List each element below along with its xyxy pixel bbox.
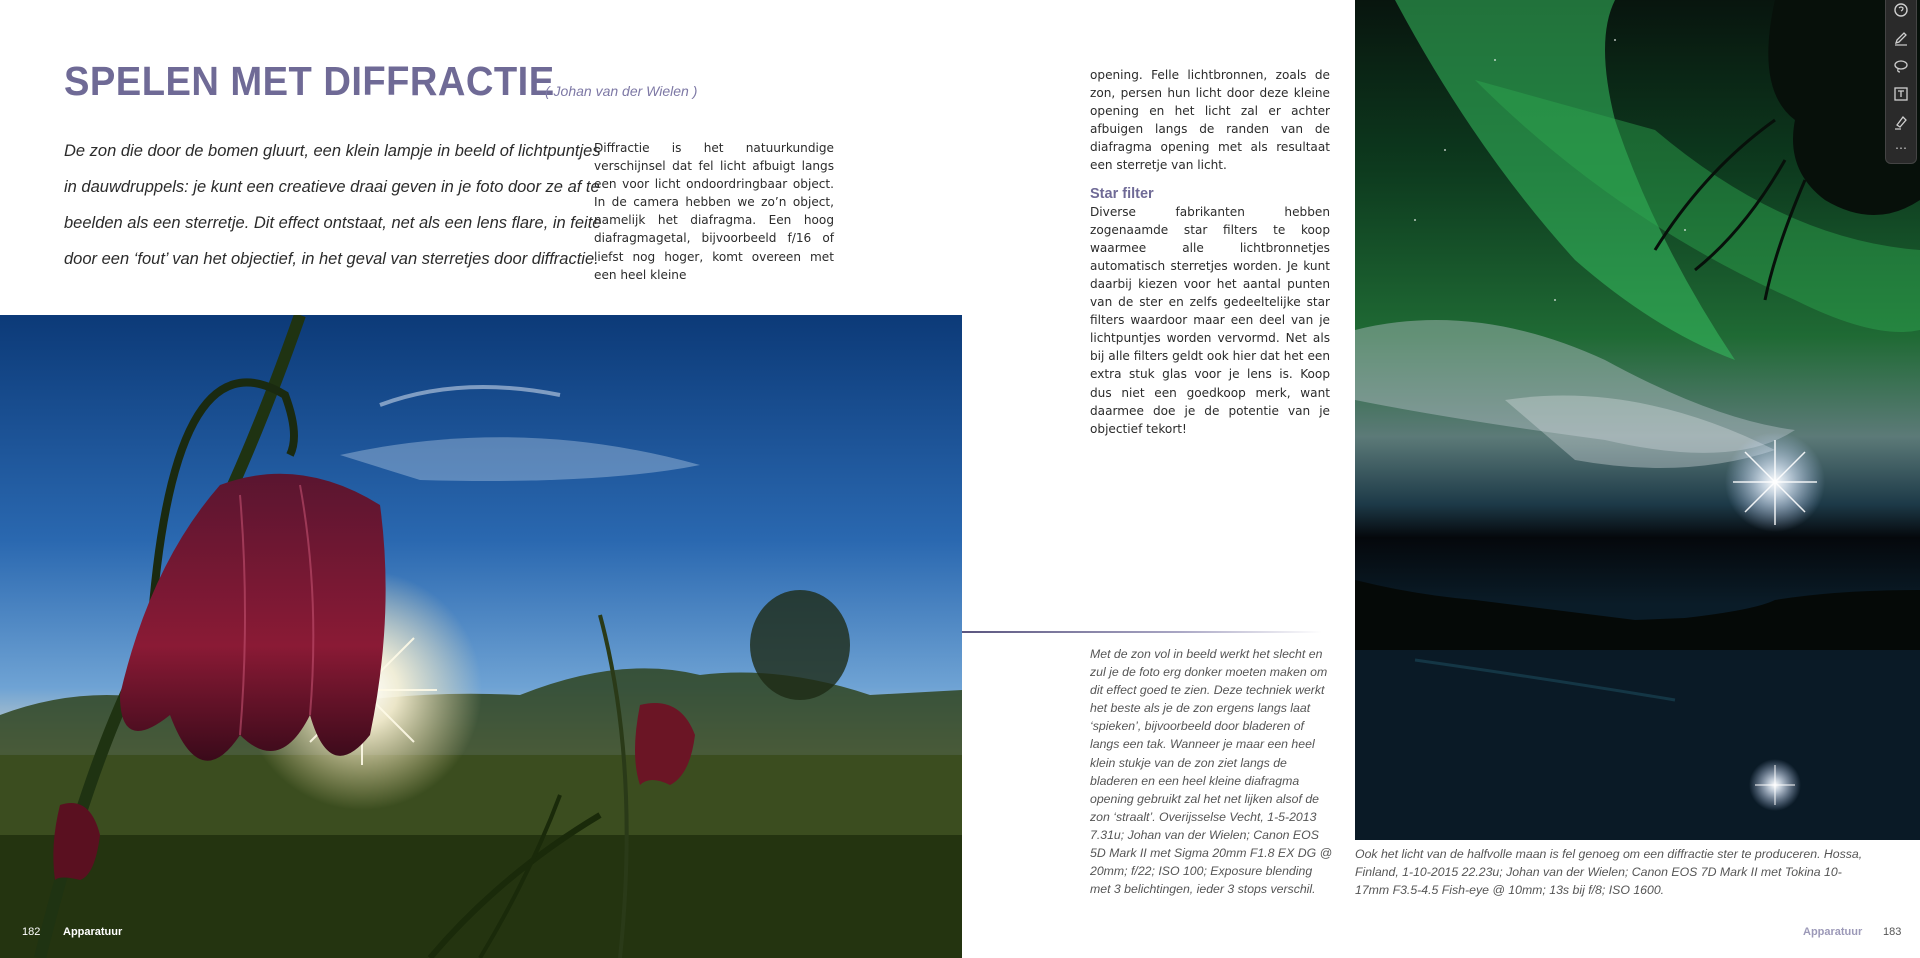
column2-text-after: Diverse fabrikanten hebben zogenaamde star filters te koop waarmee alle lichtbronnetjes automatisch sterretjes worden. Je kunt daarbij kiezen voor het aantal punten van de ster en zelfs gedeeltelijke star filters waardoor maar een deel van je lichtpuntjes worden vervormd. Net als bij alle filters geldt ook hier dat het een extra stuk glas voor je lens is. Koop dus niet een goedkoop merk, want daarmee doe je de potentie van je objectief tekort! — [1090, 204, 1330, 436]
intro-line: beelden als een sterretje. Dit effect ontstaat, net als een lens flare, in feite — [64, 214, 602, 232]
photo-fritillary-illustration — [0, 315, 962, 958]
section-label-left: Apparatuur — [63, 926, 123, 938]
subheading-star-filter: Star filter — [1090, 185, 1154, 202]
ask-icon[interactable] — [1892, 1, 1910, 19]
more-icon[interactable]: ⋯ — [1895, 141, 1907, 155]
highlighter-icon[interactable] — [1892, 113, 1910, 131]
column2-text: opening. Felle lichtbronnen, zoals de zon, persen hun licht door deze kleine opening en het licht zal er achter afbuigen langs de randen van de diafragma opening met als resultaat een sterretje van licht. — [1090, 68, 1330, 173]
photo-aurora-moonstar — [1355, 0, 1920, 840]
pen-icon[interactable] — [1892, 29, 1910, 47]
article-intro — [64, 133, 602, 277]
page-number-right: 183 — [1883, 926, 1902, 938]
intro-line: in dauwdruppels: je kunt een creatieve draai geven in je foto door ze af te — [64, 178, 600, 196]
caption-divider — [962, 631, 1322, 633]
lasso-icon[interactable] — [1892, 57, 1910, 75]
text-box-icon[interactable] — [1892, 85, 1910, 103]
article-author: ( Johan van der Wielen ) — [545, 83, 698, 99]
annotation-toolbar — [1885, 0, 1917, 164]
photo-fritillary-sunstar — [0, 315, 962, 958]
page-number-left: 182 — [22, 926, 41, 938]
caption-left-photo: Met de zon vol in beeld werkt het slecht en zul je de foto erg donker moeten maken om dit effect goed te zien. Deze techniek werkt het beste als je de zon ergens langs laat ‘spieken’, bijvoorbeeld door bladeren of langs een tak. Wanneer je maar een heel klein stukje van de zon ziet langs de bladeren en een heel kleine diafragma opening gebruikt zal het net lijken alsof de zon ‘straalt’. Overijsselse Vecht, 1-5-2013 7.31u; Johan van der Wielen; Canon EOS 5D Mark II met Sigma 20mm F1.8 EX DG @ 20mm; f/22; ISO 100; Exposure blending met 3 belichtingen, ieder 3 stops verschil. — [1090, 647, 1333, 897]
caption-right-photo: Ook het licht van de halfvolle maan is fel genoeg om een diffractie ster te produceren. Hossa, Finland, 1-10-2015 22.23u; Johan van der Wielen; Canon EOS 7D Mark II met Tokina 10-17mm F3.5-4.5 Fish-eye @ 10mm; 13s bij f/8; ISO 1600. — [1355, 847, 1863, 898]
intro-line: door een ‘fout’ van het objectief, in het geval van sterretjes door diffractie. — [64, 250, 599, 268]
section-label-right: Apparatuur — [1803, 926, 1863, 938]
intro-line: De zon die door de bomen gluurt, een klein lampje in beeld of lichtpuntjes — [64, 142, 601, 160]
body-column-1: Diffractie is het natuurkundige verschijnsel dat fel licht afbuigt langs een voor licht ondoordringbaar object. In de camera hebben we zo’n object, namelijk het diafragma. Een hoog diafragmagetal, bijvoorbeeld f/16 of liefst nog hoger, komt overeen met een heel kleine — [594, 141, 834, 282]
article-title: SPELEN MET DIFFRACTIE — [64, 58, 555, 104]
body-column-2 — [1090, 66, 1330, 438]
photo-aurora-illustration — [1355, 0, 1920, 840]
